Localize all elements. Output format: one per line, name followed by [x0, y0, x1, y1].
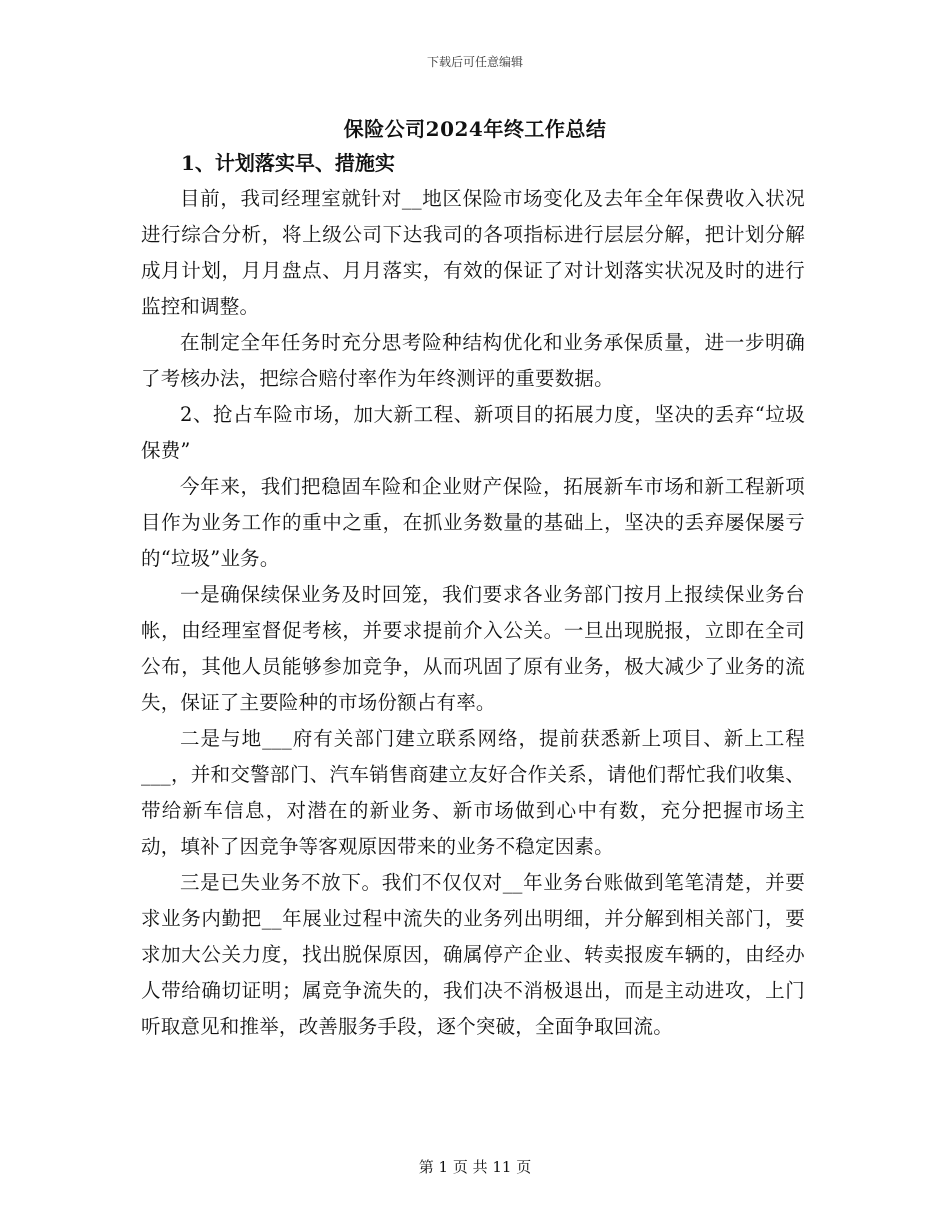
paragraph-renewal-business: 一是确保续保业务及时回笼，我们要求各业务部门按月上报续保业务台帐，由经理室督促考核，并要求提前介入公关。一旦出现脱报，立即在全司公布，其他人员能够参加竞争，从而巩固了原有业务，极大减少了业务的流失，保证了主要险种的市场份额占有率。 — [141, 583, 805, 714]
section-heading-plan: 1、计划落实早、措施实 — [181, 151, 395, 175]
document-title: 保险公司2024年终工作总结 — [343, 117, 607, 141]
paragraph-lost-business: 三是已失业务不放下。我们不仅仅对__年业务台账做到笔笔清楚，并要求业务内勤把__年展业过程中流失的业务列出明细，并分解到相关部门，要求加大公关力度，找出脱保原因，确属停产企业、转卖报废车辆的，由经办人带给确切证明；属竞争流失的，我们决不消极退出，而是主动进攻，上门听取意见和推举，改善服务手段，逐个突破，全面争取回流。 — [141, 871, 805, 1038]
document-body — [141, 145, 805, 1045]
paragraph-section2-heading: 2、抢占车险市场，加大新工程、新项目的拓展力度，坚决的丢弃“垃圾保费” — [141, 403, 805, 462]
page-number: 第 1 页 共 11 页 — [418, 1158, 532, 1176]
paragraph-task-setting: 在制定全年任务时充分思考险种结构优化和业务承保质量，进一步明确了考核办法，把综合赔付率作为年终测评的重要数据。 — [141, 331, 805, 390]
paragraph-vehicle-market: 今年来，我们把稳固车险和企业财产保险，拓展新车市场和新工程新项目作为业务工作的重中之重，在抓业务数量的基础上，坚决的丢弃屡保屡亏的“垃圾”业务。 — [141, 475, 805, 570]
paragraph-government-network: 二是与地___府有关部门建立联系网络，提前获悉新上项目、新上工程___，并和交警部门、汽车销售商建立友好合作关系，请他们帮忙我们收集、带给新车信息，对潜在的新业务、新市场做到心中有数，充分把握市场主动，填补了因竞争等客观原因带来的业务不稳定因素。 — [141, 727, 805, 858]
paragraph-plan-analysis: 目前，我司经理室就针对__地区保险市场变化及去年全年保费收入状况进行综合分析，将上级公司下达我司的各项指标进行层层分解，把计划分解成月计划，月月盘点、月月落实，有效的保证了对计划落实状况及时的进行监控和调整。 — [141, 187, 805, 318]
page-header-note: 下载后可任意编辑 — [426, 55, 523, 69]
